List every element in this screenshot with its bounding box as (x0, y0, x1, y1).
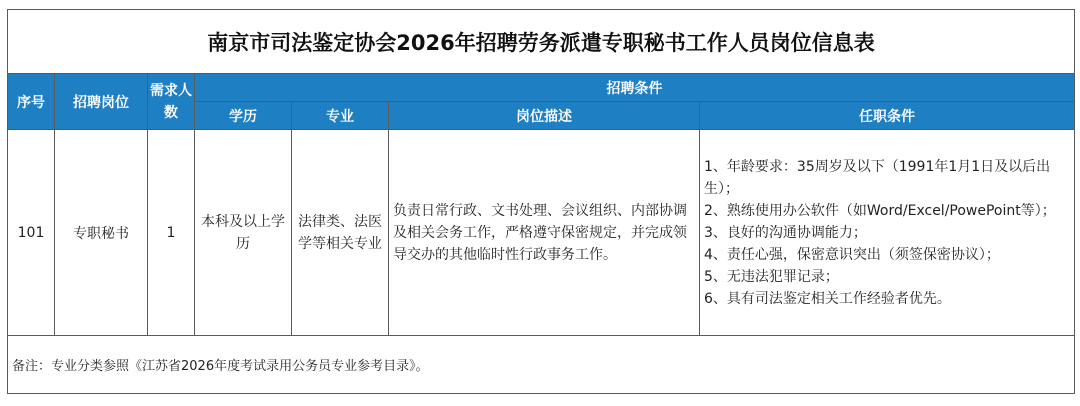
table-title: 南京市司法鉴定协会2026年招聘劳务派遣专职秘书工作人员岗位信息表 (8, 10, 1075, 74)
header-seq: 序号 (8, 74, 55, 130)
requirement-item: 3、良好的沟通协调能力； (704, 224, 867, 241)
cell-education: 本科及以上学历 (195, 130, 292, 336)
cell-position: 专职秘书 (55, 130, 148, 336)
requirement-item: 1、年龄要求：35周岁及以下（1991年1月1日及以后出生）； (704, 158, 1051, 197)
job-info-table (7, 9, 1075, 394)
header-count: 需求人数 (148, 74, 195, 130)
header-description: 岗位描述 (389, 102, 700, 130)
cell-count: 1 (148, 130, 195, 336)
table-note: 备注：专业分类参照《江苏省2026年度考试录用公务员专业参考目录》。 (8, 336, 1075, 394)
cell-requirements (700, 130, 1075, 336)
requirement-item: 2、熟练使用办公软件（如Word/Excel/PowePoint等）； (704, 202, 1056, 219)
header-position: 招聘岗位 (55, 74, 148, 130)
header-education: 学历 (195, 102, 292, 130)
header-conditions: 招聘条件 (195, 74, 1075, 102)
cell-description: 负责日常行政、文书处理、会议组织、内部协调及相关会务工作，严格遵守保密规定，并完成领导交办的其他临时性行政事务工作。 (389, 130, 700, 336)
cell-seq: 101 (8, 130, 55, 336)
requirement-item: 5、无违法犯罪记录； (704, 268, 839, 285)
requirement-item: 4、责任心强，保密意识突出（须签保密协议）； (704, 246, 1000, 263)
table-row (8, 130, 1075, 336)
header-major: 专业 (292, 102, 389, 130)
cell-major: 法律类、法医学等相关专业 (292, 130, 389, 336)
header-requirements: 任职条件 (700, 102, 1075, 130)
requirement-item: 6、具有司法鉴定相关工作经验者优先。 (704, 290, 951, 307)
